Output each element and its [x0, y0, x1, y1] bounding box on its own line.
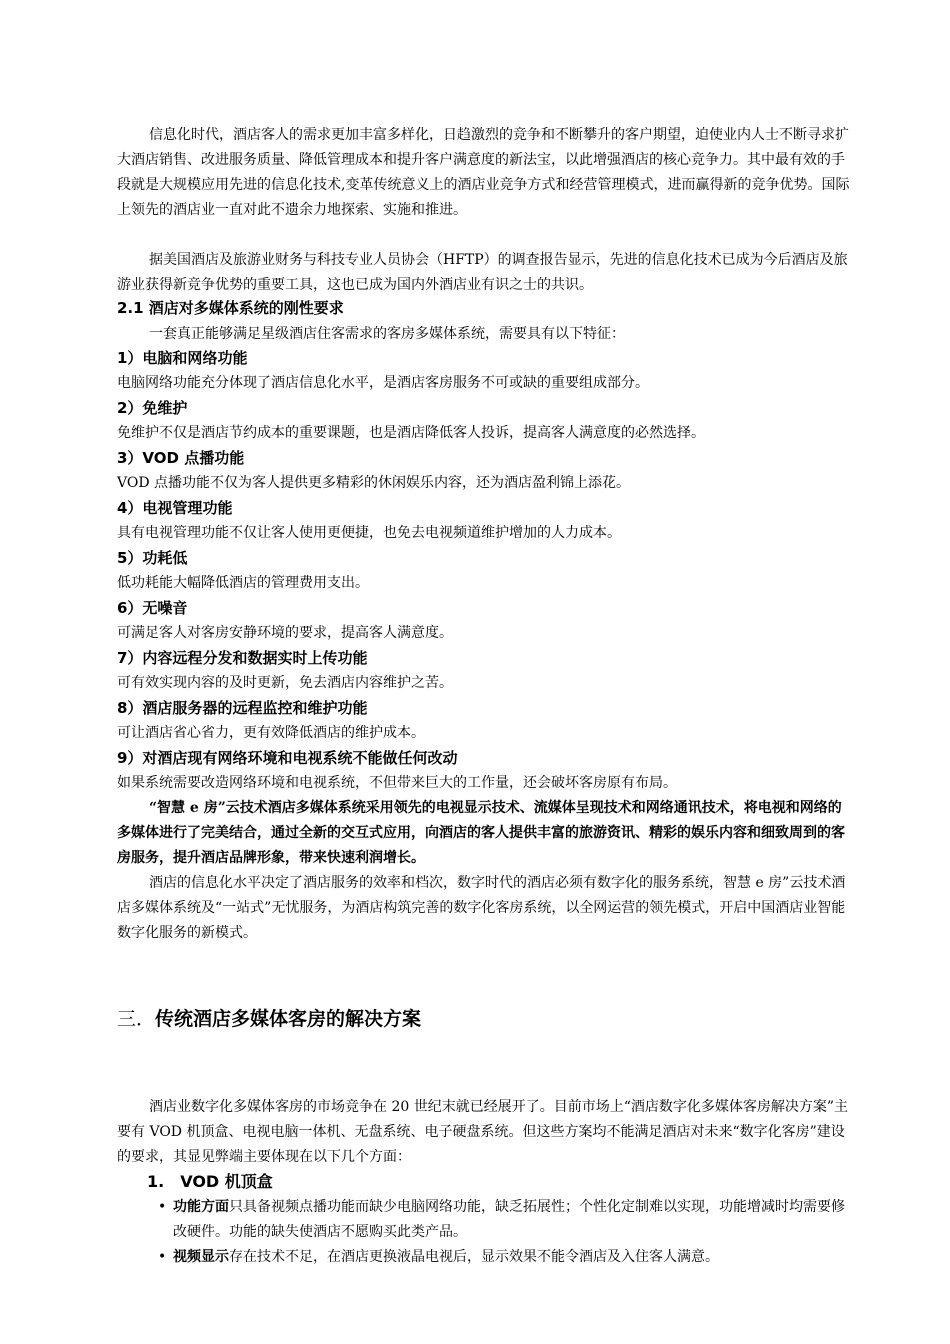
- feature-description: 免维护不仅是酒店节约成本的重要课题，也是酒店降低客人投诉，提高客人满意度的必然选择。: [117, 425, 705, 441]
- feature-description: 可有效实现内容的及时更新，免去酒店内容维护之苦。: [117, 675, 453, 691]
- feature-description: 具有电视管理功能不仅让客人使用更便捷，也免去电视频道维护增加的人力成本。: [117, 525, 621, 541]
- feature-title: 6）无噪音: [117, 599, 188, 617]
- feature-title: 8）酒店服务器的远程监控和维护功能: [117, 699, 368, 717]
- intro-paragraph-2: 据美国酒店及旅游业财务与科技专业人员协会（HFTP）的调查报告显示，先进的信息化技术已成为今后酒店及旅游业获得新竞争优势的重要工具，这也已成为国内外酒店业有识之士的共识。: [117, 252, 848, 293]
- feature-title: 2）免维护: [117, 399, 188, 417]
- feature-description: 电脑网络功能充分体现了酒店信息化水平，是酒店客房服务不可或缺的重要组成部分。: [117, 375, 649, 391]
- feature-description: VOD 点播功能不仅为客人提供更多精彩的休闲娱乐内容，还为酒店盈利锦上添花。: [117, 475, 631, 491]
- chapter-number: 三．: [117, 1008, 156, 1030]
- bullet-icon: •: [158, 1199, 167, 1215]
- chapter-title: 传统酒店多媒体客房的解决方案: [155, 1008, 422, 1030]
- feature-title: 1）电脑和网络功能: [117, 349, 248, 367]
- feature-title: 7）内容远程分发和数据实时上传功能: [117, 649, 368, 667]
- subsection-heading: 1. VOD 机顶盒: [147, 1172, 273, 1191]
- feature-title: 3）VOD 点播功能: [117, 449, 245, 467]
- bullet-icon: •: [158, 1249, 167, 1265]
- feature-title: 4）电视管理功能: [117, 499, 233, 517]
- feature-description: 可满足客人对客房安静环境的要求，提高客人满意度。: [117, 625, 453, 641]
- feature-description: 如果系统需要改造网络环境和电视系统，不但带来巨大的工作量，还会破坏客房原有布局。: [117, 775, 677, 791]
- section-heading: 2.1 酒店对多媒体系统的刚性要求: [117, 299, 344, 317]
- bullet-item: [158, 1245, 858, 1270]
- bullet-item: [158, 1195, 858, 1245]
- bullet-lead: 功能方面: [173, 1199, 229, 1215]
- intro-paragraph-1: 信息化时代，酒店客人的需求更加丰富多样化，日趋激烈的竞争和不断攀升的客户期望，迫使业内人士不断寻求扩大酒店销售、改进服务质量、降低管理成本和提升客户满意度的新法宝，以此增强酒店的核心竞争力。其中最有效的手段就是大规模应用先进的信息化技术,变革传统意义上的酒店业竞争方式和经营管理模式，进而赢得新的竞争优势。国际上领先的酒店业一直对此不遗余力地探索、实施和推进。: [117, 127, 850, 218]
- feature-title: 9）对酒店现有网络环境和电视系统不能做任何改动: [117, 749, 458, 767]
- bullet-body: [158, 1245, 858, 1270]
- bullet-text: 只具备视频点播功能而缺少电脑网络功能，缺乏拓展性；个性化定制难以实现，功能增减时均需要修改硬件。功能的缺失使酒店不愿购买此类产品。: [173, 1199, 845, 1240]
- feature-description: 可让酒店省心省力，更有效降低酒店的维护成本。: [117, 725, 425, 741]
- bullet-lead: 视频显示: [173, 1249, 229, 1265]
- chapter-heading: [117, 1004, 421, 1034]
- feature-title: 5）功耗低: [117, 549, 188, 567]
- bullet-body: [158, 1195, 858, 1245]
- feature-description: 低功耗能大幅降低酒店的管理费用支出。: [117, 575, 369, 591]
- section-intro: 一套真正能够满足星级酒店住客需求的客房多媒体系统，需要具有以下特征：: [149, 326, 625, 342]
- chapter-intro: 酒店业数字化多媒体客房的市场竞争在 20 世纪末就已经展开了。目前市场上“酒店数字化多媒体客房解决方案”主要有 VOD 机顶盒、电视电脑一体机、无盘系统、电子硬盘系统。但这些方案均不能满足酒店对未来“数字化客房”建设的要求，其显见弊端主要体现在以下几个方面：: [117, 1099, 849, 1165]
- highlight-paragraph: “智慧 e 房”云技术酒店多媒体系统采用领先的电视显示技术、流媒体呈现技术和网络通讯技术，将电视和网络的多媒体进行了完美结合，通过全新的交互式应用，向酒店的客人提供丰富的旅游资讯、精彩的娱乐内容和细致周到的客房服务，提升酒店品牌形象，带来快速利润增长。: [117, 800, 845, 866]
- bullet-text: 存在技术不足，在酒店更换液晶电视后，显示效果不能令酒店及入住客人满意。: [229, 1249, 719, 1265]
- closing-paragraph: 酒店的信息化水平决定了酒店服务的效率和档次，数字时代的酒店必须有数字化的服务系统，智慧 e 房”云技术酒店多媒体系统及“一站式”无忧服务，为酒店构筑完善的数字化客房系统，以全网运营的领先模式，开启中国酒店业智能数字化服务的新模式。: [117, 875, 846, 941]
